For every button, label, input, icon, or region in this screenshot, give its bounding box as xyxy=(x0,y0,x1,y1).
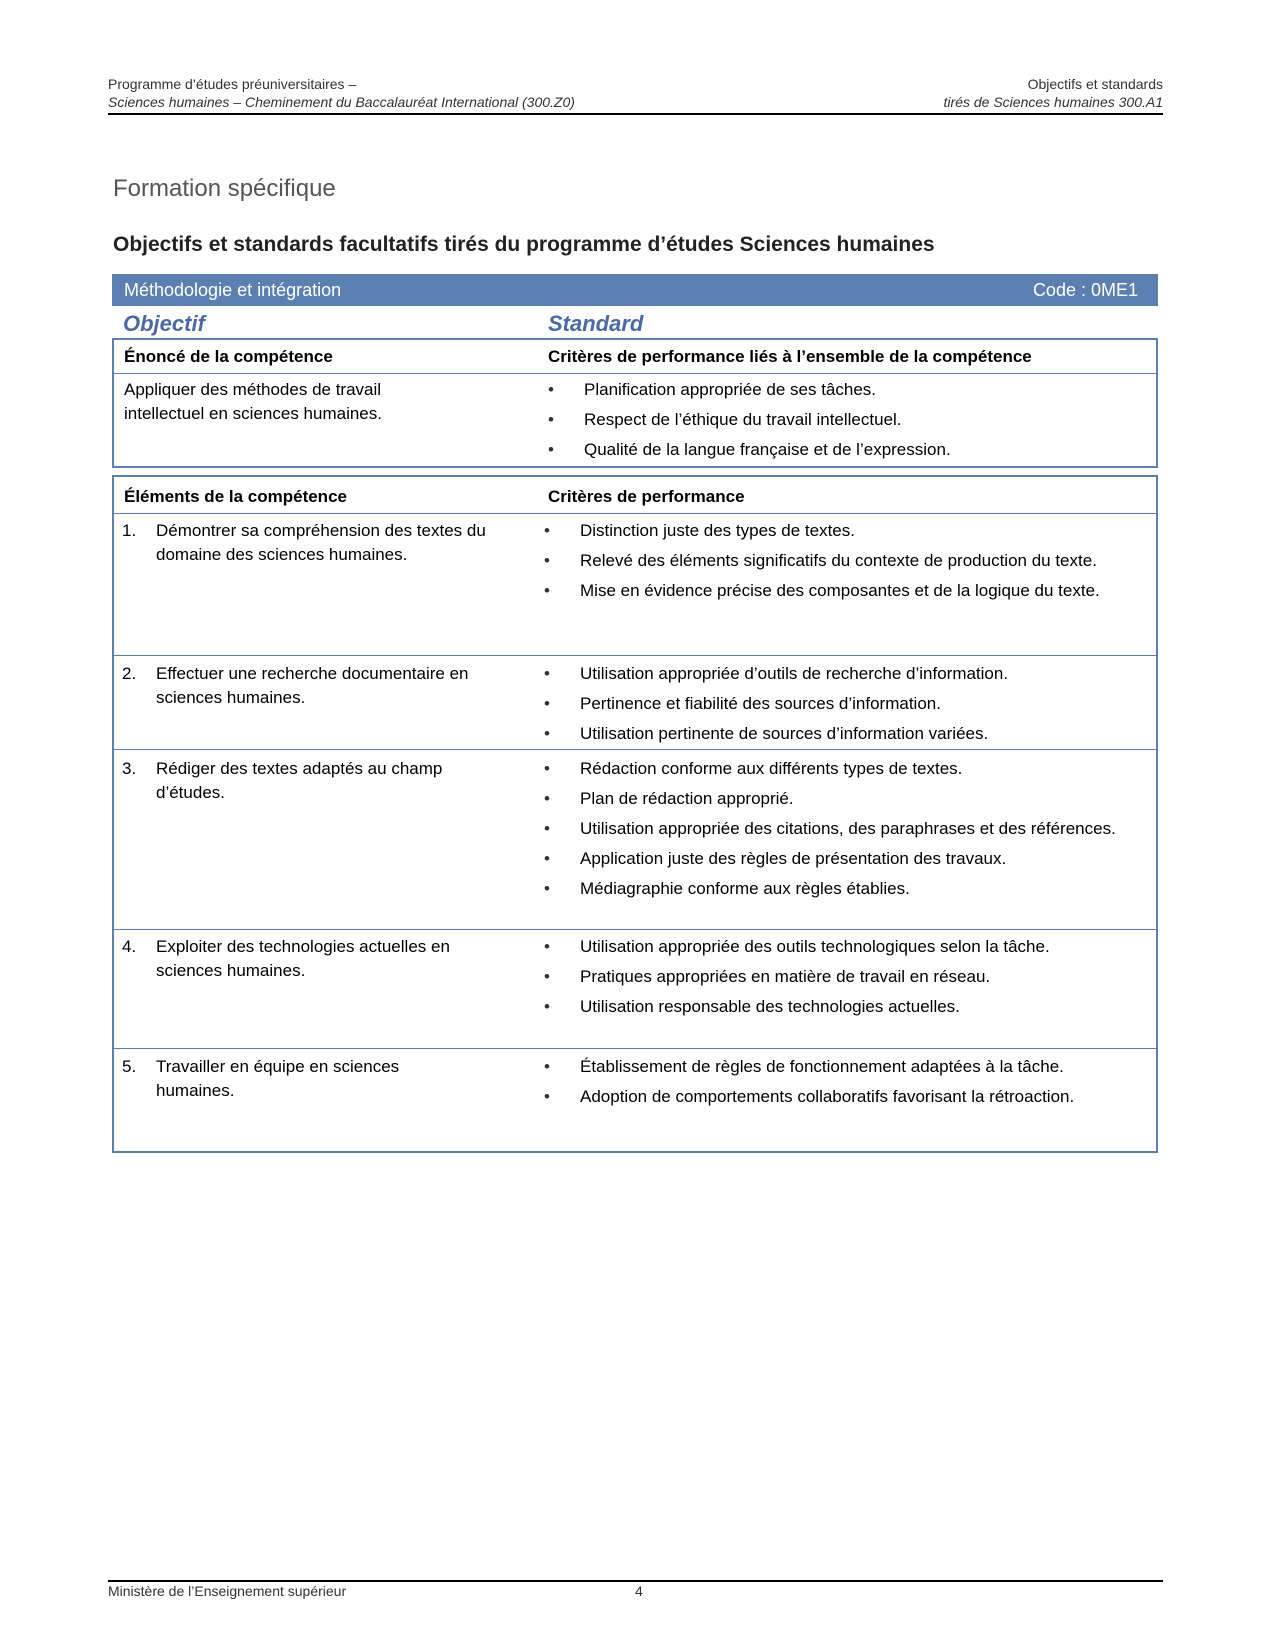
competence-criteria-header: Critères de performance liés à l’ensemble de la compétence xyxy=(548,347,1032,366)
header-rule xyxy=(108,113,1163,115)
section-title: Formation spécifique xyxy=(113,175,336,202)
footer-ministry: Ministère de l’Enseignement supérieur xyxy=(108,1583,347,1599)
list-item: • Relevé des éléments significatifs du contexte de production du texte. xyxy=(544,549,1134,573)
element-text: Rédiger des textes adaptés au champ d’études. xyxy=(156,759,443,802)
module-bar xyxy=(112,274,1158,306)
element-criteria xyxy=(544,935,1134,1025)
list-item: • Qualité de la langue française et de l’expression. xyxy=(548,438,1138,462)
list-item: • Pertinence et fiabilité des sources d’information. xyxy=(544,692,1134,716)
element-number: 3. xyxy=(122,759,137,778)
list-item: • Application juste des règles de présentation des travaux. xyxy=(544,847,1134,871)
divider xyxy=(114,1048,1156,1049)
list-item: • Utilisation pertinente de sources d’information variées. xyxy=(544,722,1134,746)
footer-rule xyxy=(108,1580,1163,1582)
list-item: • Utilisation appropriée d’outils de recherche d’information. xyxy=(544,662,1134,686)
divider xyxy=(114,929,1156,930)
list-item: • Médiagraphie conforme aux règles établies. xyxy=(544,877,1134,901)
list-item: • Respect de l’éthique du travail intellectuel. xyxy=(548,408,1138,432)
element-criteria xyxy=(544,519,1134,609)
module-code: Code : 0ME1 xyxy=(1032,280,1138,300)
page-subtitle: Objectifs et standards facultatifs tirés du programme d’études Sciences humaines xyxy=(113,233,935,256)
element-number: 1. xyxy=(122,521,137,540)
module-title: Méthodologie et intégration xyxy=(124,280,342,300)
header-pathway-line: Sciences humaines – Cheminement du Baccalauréat International (300.Z0) xyxy=(108,94,575,110)
list-item: • Établissement de règles de fonctionnement adaptées à la tâche. xyxy=(544,1055,1134,1079)
competence-table xyxy=(112,338,1158,468)
objective-heading: Objectif xyxy=(123,311,205,336)
element-criteria xyxy=(544,1055,1134,1115)
standard-heading: Standard xyxy=(548,311,644,336)
list-item: • Distinction juste des types de textes. xyxy=(544,519,1134,543)
elements-criteria-header: Critères de performance xyxy=(548,487,745,506)
competence-statement-header: Énoncé de la compétence xyxy=(124,347,333,366)
header-program-line: Programme d’études préuniversitaires – xyxy=(108,76,357,92)
elements-header: Éléments de la compétence xyxy=(124,487,347,506)
list-item: • Utilisation appropriée des outils technologiques selon la tâche. xyxy=(544,935,1134,959)
competence-statement: Appliquer des méthodes de travail intellectuel en sciences humaines. xyxy=(124,380,382,423)
header-objectives-line: Objectifs et standards xyxy=(1027,76,1163,92)
divider xyxy=(114,655,1156,656)
list-item: • Planification appropriée de ses tâches. xyxy=(548,378,1138,402)
list-item: • Adoption de comportements collaboratifs favorisant la rétroaction. xyxy=(544,1085,1134,1109)
list-item: • Mise en évidence précise des composantes et de la logique du texte. xyxy=(544,579,1134,603)
list-item: • Utilisation appropriée des citations, des paraphrases et des références. xyxy=(544,817,1134,841)
element-number: 5. xyxy=(122,1057,137,1076)
element-text: Effectuer une recherche documentaire en sciences humaines. xyxy=(156,664,469,707)
list-item: • Rédaction conforme aux différents types de textes. xyxy=(544,757,1134,781)
element-text: Exploiter des technologies actuelles en sciences humaines. xyxy=(156,937,450,980)
divider xyxy=(114,513,1156,514)
divider xyxy=(114,373,1156,374)
element-text: Travailler en équipe en sciences humaines. xyxy=(156,1057,400,1100)
page-number: 4 xyxy=(635,1583,643,1599)
element-number: 4. xyxy=(122,937,137,956)
competence-criteria xyxy=(548,378,1138,468)
list-item: • Utilisation responsable des technologies actuelles. xyxy=(544,995,1134,1019)
list-item: • Pratiques appropriées en matière de travail en réseau. xyxy=(544,965,1134,989)
divider xyxy=(114,749,1156,750)
element-number: 2. xyxy=(122,664,137,683)
element-text: Démontrer sa compréhension des textes du domaine des sciences humaines. xyxy=(156,521,486,564)
element-criteria xyxy=(544,662,1134,752)
element-criteria xyxy=(544,757,1134,907)
list-item: • Plan de rédaction approprié. xyxy=(544,787,1134,811)
header-source-line: tirés de Sciences humaines 300.A1 xyxy=(943,94,1163,110)
elements-table xyxy=(112,475,1158,1153)
